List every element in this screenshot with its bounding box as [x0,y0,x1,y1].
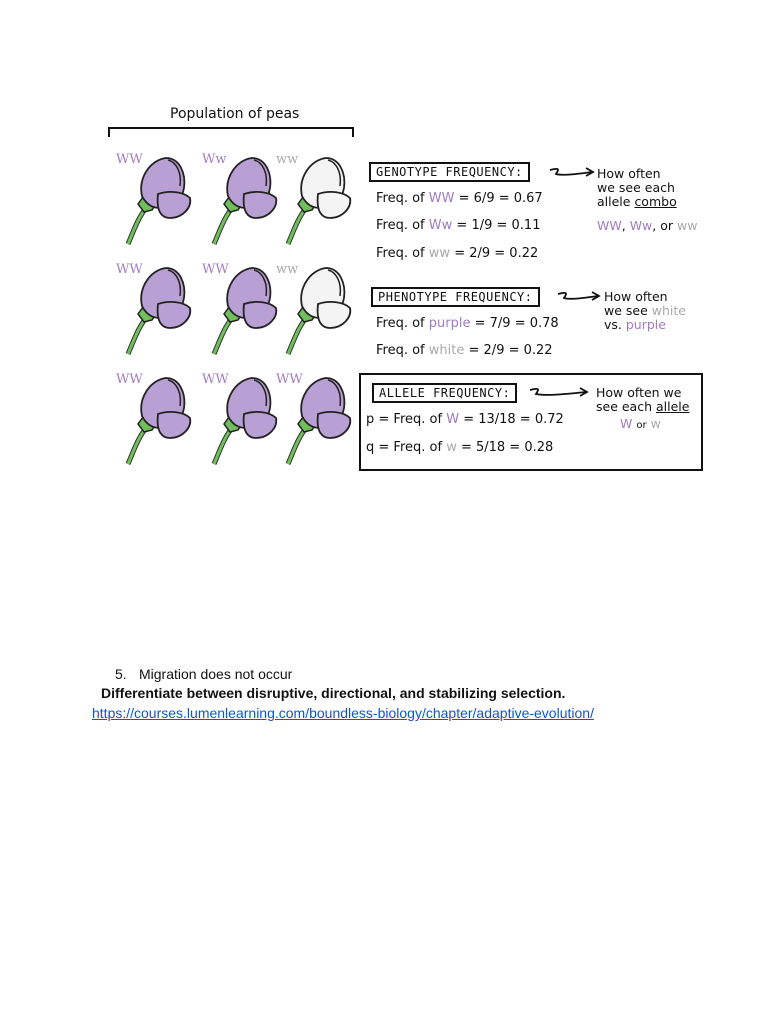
allele-note-line-2 [596,400,689,414]
genotype-note [597,167,677,209]
phenotype-arrow-icon [556,290,602,306]
white-pea-flower [276,258,356,358]
list-item [115,666,292,682]
row-label: w [446,440,457,455]
row-prefix: Freq. of [376,218,425,233]
genotype-examples: WW, Ww, or ww [597,218,698,233]
row-value: = 1/9 = 0.11 [456,218,541,233]
row-value: = 13/18 = 0.72 [463,412,564,427]
genotype-heading: GENOTYPE FREQUENCY: [369,162,530,182]
allele-note-W: W [620,416,633,431]
row-value: = 2/9 = 0.22 [454,246,539,261]
phenotype-note-see: we see [604,303,648,318]
purple-pea-flower [116,148,196,248]
phenotype-note-vs: vs. [604,317,622,332]
phenotype-heading: PHENOTYPE FREQUENCY: [371,287,540,307]
question-heading: Differentiate between disruptive, directional, and stabilizing selection. [101,685,566,701]
example-WW: WW [597,218,622,233]
genotype-label: WW [116,152,143,167]
genotype-row [376,246,538,261]
row-value: = 7/9 = 0.78 [474,316,559,331]
row-label: purple [428,316,471,331]
row-label: WW [428,191,455,206]
allele-arrow-icon [528,386,590,402]
genotype-note-line-1: How often [597,166,661,181]
allele-note-line-3 [596,417,689,433]
reference-link[interactable]: https://courses.lumenlearning.com/boundless-biology/chapter/adaptive-evolution/ [92,705,594,721]
allele-row [366,440,553,455]
row-label: ww [428,246,451,261]
purple-pea-flower [116,368,196,468]
population-bracket [108,127,354,137]
phenotype-note-line-3 [604,318,686,332]
phenotype-note-line-1: How often [604,289,668,304]
genotype-note-line-3: allele combo [597,194,677,209]
list-text: Migration does not occur [139,666,293,682]
genotype-label: WW [116,262,143,277]
phenotype-row [376,316,559,331]
row-prefix: Freq. of [376,246,425,261]
phenotype-note [604,290,686,332]
genotype-row [376,218,540,233]
allele-heading: ALLELE FREQUENCY: [372,383,517,403]
purple-pea-flower [116,258,196,358]
genotype-label: WW [202,372,229,387]
row-prefix: p = Freq. of [366,412,443,427]
genotype-label: WW [116,372,143,387]
purple-pea-flower [202,368,282,468]
row-prefix: Freq. of [376,191,425,206]
allele-note-w: w [650,416,661,431]
row-label: white [428,343,465,358]
row-prefix: Freq. of [376,316,425,331]
example-Ww: Ww [629,218,653,233]
row-label: W [446,412,460,427]
row-value: = 2/9 = 0.22 [468,343,553,358]
genotype-label: Ww [202,152,227,167]
row-prefix: Freq. of [376,343,425,358]
allele-note-allele: allele [656,399,690,414]
phenotype-note-white: white [651,303,686,318]
white-pea-flower [276,148,356,248]
genotype-label: WW [276,372,303,387]
purple-pea-flower [202,148,282,248]
list-number: 5. [115,666,127,682]
example-ww: ww [677,218,698,233]
row-prefix: q = Freq. of [366,440,443,455]
genotype-label: ww [276,262,299,277]
allele-note-or: or [636,420,647,431]
genotype-arrow-icon [548,166,596,182]
allele-note [596,386,689,433]
genotype-label: WW [202,262,229,277]
genotype-label: ww [276,152,299,167]
example-or: or [660,218,674,233]
purple-pea-flower [202,258,282,358]
allele-note-line-1: How often we [596,385,682,400]
row-value: = 5/18 = 0.28 [460,440,554,455]
phenotype-note-line-2 [604,304,686,318]
allele-note-see: see each [596,399,653,414]
row-value: = 6/9 = 0.67 [458,191,543,206]
purple-pea-flower [276,368,356,468]
phenotype-note-purple: purple [625,317,666,332]
figure-title: Population of peas [170,106,300,122]
phenotype-row [376,343,553,358]
genotype-note-line-2: we see each [597,180,675,195]
allele-row [366,412,564,427]
row-label: Ww [428,218,453,233]
genotype-row [376,191,543,206]
